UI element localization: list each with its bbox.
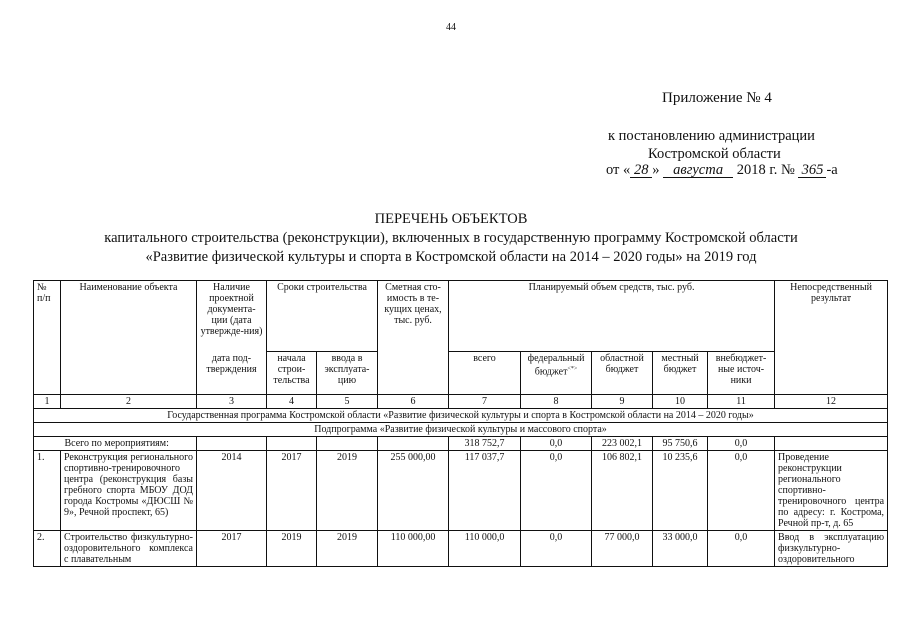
row-cost: 255 000,00: [378, 451, 449, 531]
total-regional: 223 002,1: [592, 437, 653, 451]
total-offbudget: 0,0: [708, 437, 775, 451]
header-planned: Планируемый объем средств, тыс. руб.: [449, 281, 775, 352]
col-number: 2: [61, 395, 197, 409]
row-name: Реконструкция регионального спортивно-тренировочного центра (реконструкция базы гребного спорта МБОУ ДОД города Костромы «ДЮСШ № 9», Речной проспект, 65): [61, 451, 197, 531]
document-number: 365: [798, 163, 826, 178]
row-result: Ввод в эксплуатацию физкультурно-оздоровительного: [775, 531, 888, 567]
date-prefix: от «: [606, 162, 631, 178]
row-commission: 2019: [317, 451, 378, 531]
header-start: начала строи-тельства: [267, 352, 317, 395]
program-row: [34, 409, 888, 423]
page-number: 44: [446, 22, 456, 33]
total-result: [775, 437, 888, 451]
row-offbudget: 0,0: [708, 531, 775, 567]
col-number: 1: [34, 395, 61, 409]
date-year: 2018 г. №: [736, 162, 795, 178]
subprogram-title: Подпрограмма «Развитие физической культуры и массового спорта»: [34, 423, 888, 437]
col-number: 10: [653, 395, 708, 409]
row-num: 1.: [34, 451, 61, 531]
col-number: 8: [521, 395, 592, 409]
col-number: 5: [317, 395, 378, 409]
date-day: 28: [630, 163, 652, 178]
header-commission: ввода в эксплуата-цию: [317, 352, 378, 395]
appendix-line2: Костромской области: [648, 146, 781, 162]
program-title: Государственная программа Костромской области «Развитие физической культуры и спорта в Костромской области на 2014 – 2020 годы»: [34, 409, 888, 423]
row-num: 2.: [34, 531, 61, 567]
column-numbers-row: [34, 395, 888, 409]
header-federal-label: федеральный бюджет: [527, 353, 585, 378]
appendix-line1: к постановлению администрации: [608, 128, 815, 144]
row-regional: 77 000,0: [592, 531, 653, 567]
col-number: 12: [775, 395, 888, 409]
total-docs: [197, 437, 267, 451]
header-regional: областной бюджет: [592, 352, 653, 395]
subprogram-row: [34, 423, 888, 437]
total-start: [267, 437, 317, 451]
heading-line2: капитального строительства (реконструкции), включенных в государственную программу Костромской области: [104, 230, 798, 246]
header-offbudget: внебюджет-ные источ-ники: [708, 352, 775, 395]
row-total: 117 037,7: [449, 451, 521, 531]
row-name: Строительство физкультурно-оздоровительного комплекса с плавательным: [61, 531, 197, 567]
total-label: Всего по мероприятиям:: [61, 437, 197, 451]
row-regional: 106 802,1: [592, 451, 653, 531]
row-result: Проведение реконструкции регионального спортивно-тренировочного центра по адресу: г. Кострома, Речной пр-т, д. 65: [775, 451, 888, 531]
col-number: 6: [378, 395, 449, 409]
objects-table: [33, 280, 888, 567]
row-local: 33 000,0: [653, 531, 708, 567]
header-name: Наименование объекта: [61, 281, 197, 395]
date-month: августа: [663, 163, 733, 178]
header-federal: [521, 352, 592, 395]
row-local: 10 235,6: [653, 451, 708, 531]
header-local: местный бюджет: [653, 352, 708, 395]
header-docs: Наличие проектной документа-ции (дата утвержде-ния): [197, 281, 267, 352]
total-local: 95 750,6: [653, 437, 708, 451]
header-total: всего: [449, 352, 521, 395]
row-start: 2017: [267, 451, 317, 531]
row-federal: 0,0: [521, 451, 592, 531]
header-federal-mark: <*>: [567, 366, 578, 372]
appendix-title: Приложение № 4: [662, 90, 772, 106]
header-docs-date: дата под-тверждения: [197, 352, 267, 395]
header-row-1: [34, 281, 888, 352]
row-docs: 2017: [197, 531, 267, 567]
col-number: 3: [197, 395, 267, 409]
header-result: Непосредственный результат: [775, 281, 888, 395]
heading-line1: ПЕРЕЧЕНЬ ОБЪЕКТОВ: [374, 211, 528, 227]
row-offbudget: 0,0: [708, 451, 775, 531]
row-federal: 0,0: [521, 531, 592, 567]
table-row: [34, 531, 888, 567]
total-cost: [378, 437, 449, 451]
col-number: 11: [708, 395, 775, 409]
header-num: № п/п: [34, 281, 61, 395]
appendix-date-line: [606, 162, 838, 179]
header-terms: Сроки строительства: [267, 281, 378, 352]
header-cost: Сметная сто-имость в те-кущих ценах, тыс. руб.: [378, 281, 449, 395]
total-num: [34, 437, 61, 451]
total-federal: 0,0: [521, 437, 592, 451]
document-number-suffix: -а: [826, 162, 838, 178]
row-cost: 110 000,00: [378, 531, 449, 567]
total-sum: 318 752,7: [449, 437, 521, 451]
heading-line3: «Развитие физической культуры и спорта в Костромской области на 2014 – 2020 годы» на 2019 год: [145, 249, 757, 265]
row-total: 110 000,0: [449, 531, 521, 567]
date-mid: »: [652, 162, 660, 178]
col-number: 7: [449, 395, 521, 409]
table-row: [34, 451, 888, 531]
col-number: 9: [592, 395, 653, 409]
total-row: [34, 437, 888, 451]
row-docs: 2014: [197, 451, 267, 531]
total-commission: [317, 437, 378, 451]
row-start: 2019: [267, 531, 317, 567]
row-commission: 2019: [317, 531, 378, 567]
col-number: 4: [267, 395, 317, 409]
